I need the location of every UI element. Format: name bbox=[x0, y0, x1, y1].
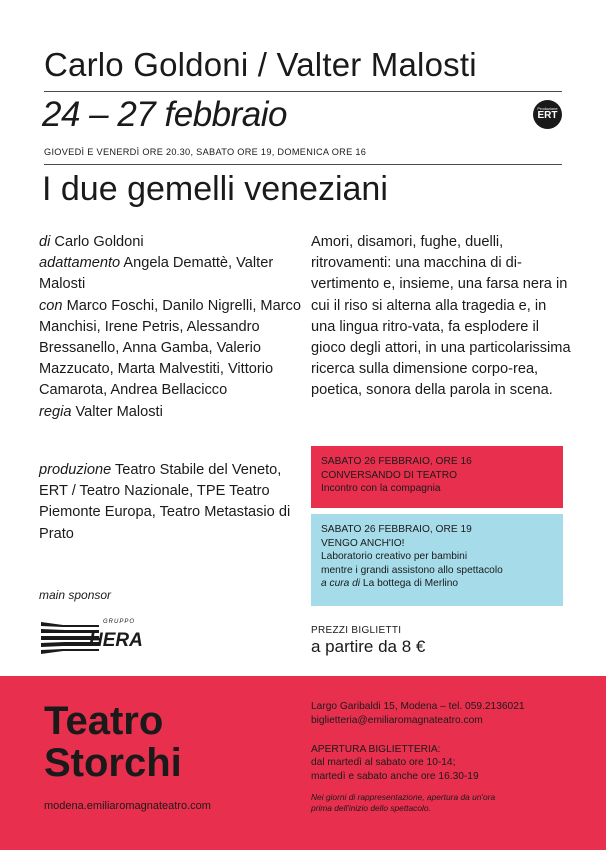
credit-value: Carlo Goldoni bbox=[54, 234, 144, 250]
event-date: SABATO 26 FEBBRAIO, ORE 16 bbox=[321, 456, 472, 467]
credit-role: regia bbox=[39, 403, 72, 420]
event-name: VENGO ANCH'IO! bbox=[321, 537, 405, 549]
event-description: mentre i grandi assistono allo spettacolo bbox=[321, 564, 503, 576]
prices-value: a partire da 8 € bbox=[311, 637, 426, 656]
email-link[interactable]: biglietteria@emiliaromagnateatro.com bbox=[311, 715, 483, 726]
theatre-name-line: Storchi bbox=[44, 741, 182, 785]
event-date: SABATO 26 FEBBRAIO, ORE 19 bbox=[321, 524, 472, 535]
event-name: CONVERSANDO DI TEATRO bbox=[321, 469, 458, 481]
note-line: Nei giorni di rappresentazione, apertura da un'ora bbox=[311, 792, 496, 802]
credit-value: Valter Malosti bbox=[75, 403, 163, 420]
title-divider bbox=[44, 164, 562, 165]
box-office-hours bbox=[311, 743, 479, 783]
performance-day-note bbox=[311, 792, 495, 814]
credits-block bbox=[39, 232, 301, 423]
hours-line: martedì e sabato anche ore 16.30-19 bbox=[311, 770, 479, 782]
credit-role: con bbox=[39, 297, 63, 314]
badge-big-text: ERT bbox=[537, 110, 558, 121]
credit-value: Marco Foschi, Danilo Nigrelli, Marco Manchisi, Irene Petris, Alessandro Bressanello, Anna Gamba, Valerio Mazzucato, Marta Malvestiti, Vittorio Camarota, Andrea Bellacicco bbox=[39, 297, 301, 399]
theatre-name-line: Teatro bbox=[44, 699, 164, 743]
hours-label: APERTURA BIGLIETTERIA: bbox=[311, 744, 441, 755]
sponsor-label: main sponsor bbox=[39, 588, 112, 602]
contact-block bbox=[311, 700, 525, 728]
credit-role: produzione bbox=[39, 462, 112, 478]
hera-logo-big-text: HERA bbox=[89, 630, 143, 651]
curator-label: a cura di bbox=[321, 578, 361, 590]
show-title: I due gemelli veneziani bbox=[42, 170, 388, 208]
schedule-text: GIOVEDÌ E VENERDÌ ORE 20.30, SABATO ORE 19, DOMENICA ORE 16 bbox=[44, 147, 367, 157]
credit-adaptation bbox=[39, 253, 301, 295]
credit-direction bbox=[39, 402, 301, 423]
credit-cast bbox=[39, 296, 301, 402]
event-description: Laboratorio creativo per bambini bbox=[321, 551, 468, 563]
credit-author bbox=[39, 232, 301, 253]
credit-value: Angela Demattè, Valter Malosti bbox=[39, 255, 274, 293]
top-divider bbox=[44, 91, 562, 92]
event-curator bbox=[321, 577, 553, 591]
credit-role: di bbox=[39, 234, 51, 250]
event-box-vengo-anchio bbox=[311, 514, 563, 606]
dates-heading: 24 – 27 febbraio bbox=[42, 95, 287, 134]
website-link[interactable]: modena.emiliaromagnateatro.com bbox=[44, 800, 211, 812]
hera-logo-small-text: GRUPPO bbox=[103, 619, 136, 625]
event-box-conversando bbox=[311, 446, 563, 508]
prices-label: PREZZI BIGLIETTI bbox=[311, 625, 402, 636]
theatre-name bbox=[44, 700, 182, 784]
credit-value: Teatro Stabile del Veneto, ERT / Teatro Nazionale, TPE Teatro Piemonte Europa, Teatro Metastasio di Prato bbox=[39, 462, 291, 542]
hera-logo bbox=[39, 612, 145, 656]
address-text: Largo Garibaldi 15, Modena – tel. 059.2136021 bbox=[311, 701, 525, 712]
note-line: prima dell'inizio dello spettacolo. bbox=[311, 803, 431, 813]
authors-heading: Carlo Goldoni / Valter Malosti bbox=[44, 46, 477, 83]
credit-role: adattamento bbox=[39, 255, 121, 272]
ert-badge-logo bbox=[533, 100, 562, 129]
synopsis-text: Amori, disamori, fughe, duelli, ritrovamenti: una macchina di di-vertimento e, insieme, una farsa nera in cui il riso si alterna alla tragedia e, in una lingua ritro-vata, fa esplodere il gioco degli attori, in una particolarissima ricerca sulla dimensione corpo-rea, poetica, sonora della parola in scena. bbox=[311, 234, 571, 399]
production-block bbox=[39, 460, 301, 545]
hours-line: dal martedì al sabato ore 10-14; bbox=[311, 757, 456, 769]
badge-small-text: Produzione bbox=[537, 106, 558, 111]
event-description: Incontro con la compagnia bbox=[321, 483, 441, 495]
curator-name: La bottega di Merlino bbox=[362, 578, 459, 590]
